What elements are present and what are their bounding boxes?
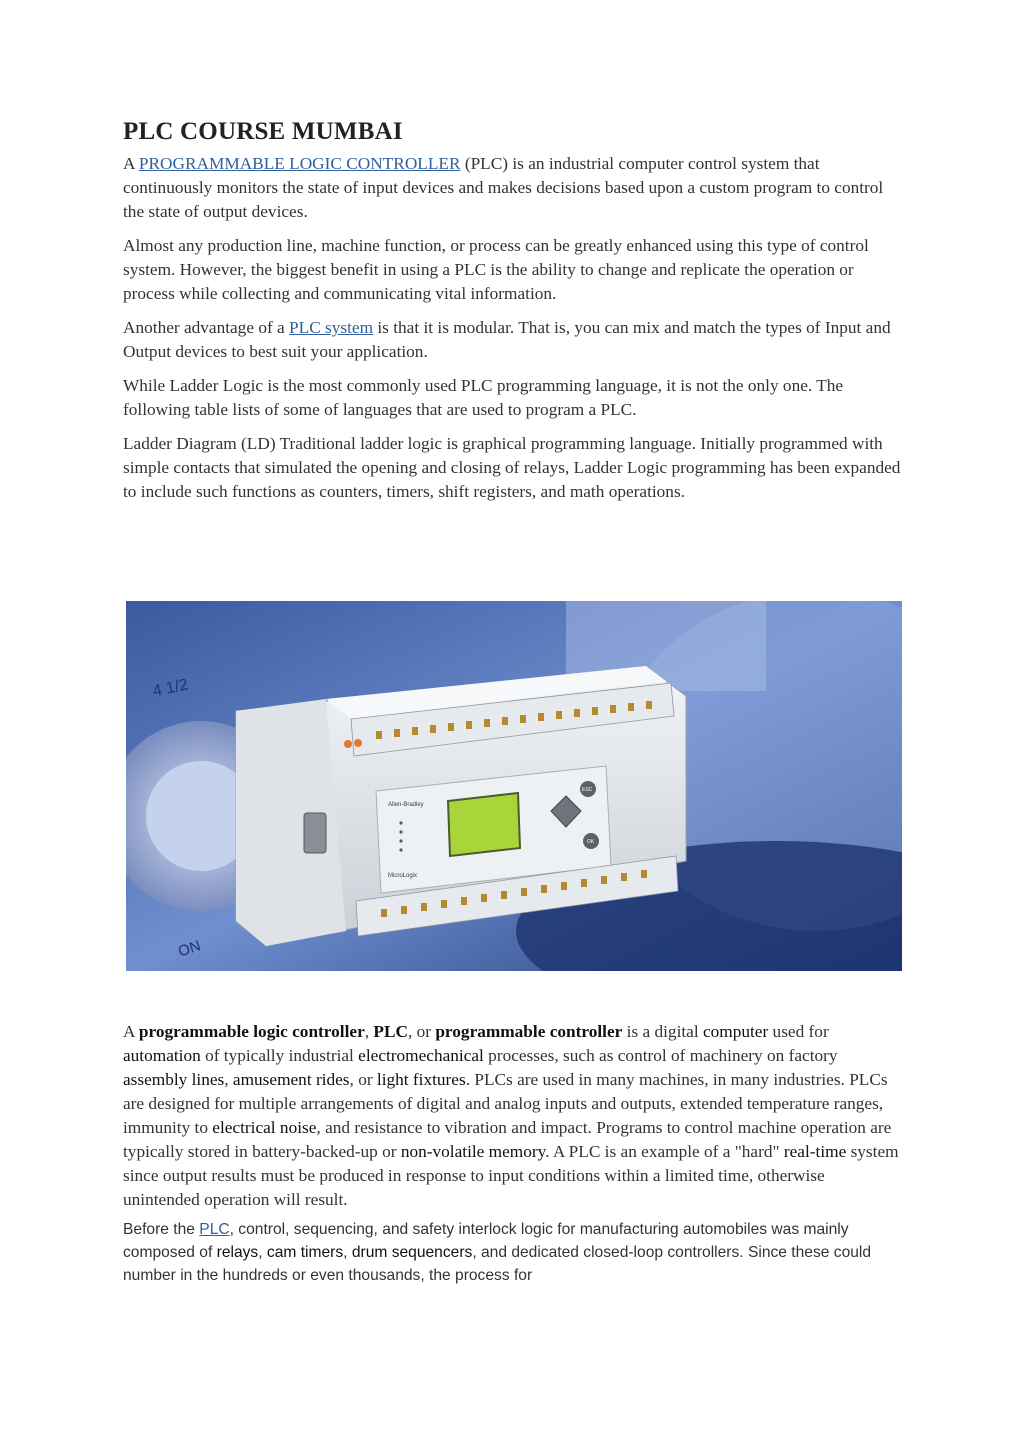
- svg-text:OK: OK: [587, 839, 595, 845]
- term-non-volatile-memory[interactable]: non-volatile memory: [400, 1142, 546, 1161]
- serial-port: [304, 813, 326, 853]
- paragraph-history: Before the PLC, control, sequencing, and safety interlock logic for manufacturing automobiles was mainly composed of relays, cam timers, drum sequencers, and dedicated closed-loop controllers. Since these could number in the hundreds or even thousands, the process for: [123, 1221, 872, 1284]
- lcd-screen: [448, 793, 520, 856]
- term-electrical-noise[interactable]: electrical noise: [212, 1118, 317, 1137]
- term-amusement-rides[interactable]: amusement rides: [232, 1070, 350, 1089]
- on-label: ON: [176, 937, 203, 961]
- term-assembly-lines[interactable]: assembly lines: [123, 1070, 225, 1089]
- document-page: [123, 118, 903, 514]
- brand-label: Allen-Bradley: [388, 802, 424, 808]
- paragraph-languages: While Ladder Logic is the most commonly used PLC programming language, it is not the only one. The following table lists of some of languages that are used to program a PLC.: [123, 376, 844, 419]
- paragraph-definition: A programmable logic controller, PLC, or programmable controller is a digital computer used for automation of typically industrial electromechanical processes, such as control of machinery on factory assembly lines, amusement rides, or light fixtures. PLCs are used in many machines, in many industries. PLCs are designed for multiple arrangements of digital and analog inputs and outputs, extended temperature ranges, immunity to electrical noise, and resistance to vibration and impact. Programs to control machine operation are typically stored in battery-backed-up or non-volatile memory. A PLC is an example of a "hard" real-time system since output results must be produced in response to input conditions within a limited time, otherwise unintended operation will result.: [123, 1022, 899, 1209]
- programmable-logic-controller-link[interactable]: PROGRAMMABLE LOGIC CONTROLLER: [138, 154, 461, 173]
- term-electromechanical[interactable]: electromechanical: [358, 1046, 484, 1065]
- term-light-fixtures[interactable]: light fixtures: [376, 1070, 466, 1089]
- term-real-time[interactable]: real-time: [783, 1142, 847, 1161]
- term-relays[interactable]: relays: [216, 1244, 259, 1261]
- paragraph-modular: Another advantage of a PLC system is that it is modular. That is, you can mix and match the types of Input and Output devices to best suit your application.: [123, 318, 891, 361]
- plc-system-link[interactable]: PLC system: [289, 318, 374, 337]
- term-drum-sequencers[interactable]: drum sequencers: [351, 1244, 473, 1261]
- model-label: MicroLogix: [388, 873, 418, 879]
- paragraph-ladder-diagram: Ladder Diagram (LD) Traditional ladder logic is graphical programming language. Initially programmed with simple contacts that simulated the opening and closing of relays, Ladder Logic programming has been expanded to include such functions as counters, timers, shift registers, and math operations.: [123, 434, 901, 501]
- term-automation[interactable]: automation: [123, 1046, 201, 1065]
- plc-product-photo: [126, 601, 902, 971]
- term-computer[interactable]: computer: [702, 1022, 769, 1041]
- svg-text:ESC: ESC: [582, 787, 593, 793]
- term-cam-timers[interactable]: cam timers: [266, 1244, 344, 1261]
- document-section-2: [123, 1020, 903, 1287]
- paragraph-intro: A PROGRAMMABLE LOGIC CONTROLLER (PLC) is an industrial computer control system that continuously monitors the state of input devices and makes decisions based upon a custom program to control the state of output devices.: [123, 154, 884, 221]
- plc-link[interactable]: PLC: [199, 1221, 230, 1238]
- paragraph-benefits: Almost any production line, machine function, or process can be greatly enhanced using this type of control system. However, the biggest benefit in using a PLC is the ability to change and replicate the operation or process while collecting and communicating vital information.: [123, 236, 869, 303]
- page-title: PLC COURSE MUMBAI: [123, 118, 403, 145]
- dial-label: 4 1/2: [151, 676, 190, 701]
